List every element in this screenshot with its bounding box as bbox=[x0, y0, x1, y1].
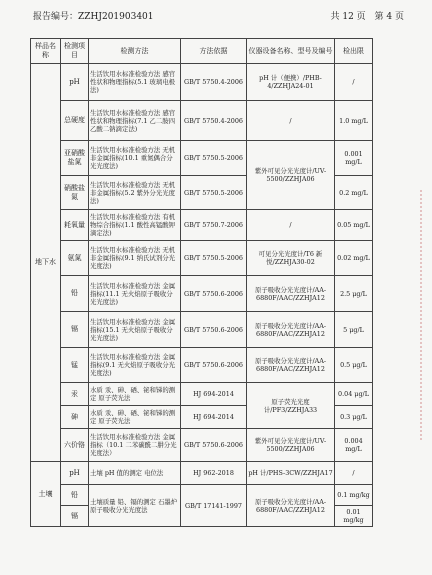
table-header-row bbox=[31, 39, 373, 64]
table-row bbox=[31, 348, 373, 383]
table-row bbox=[31, 485, 373, 506]
detection-limit: 2.5 μg/L bbox=[335, 276, 373, 312]
method-basis: GB/T 5750.5-2006 bbox=[181, 176, 247, 210]
instrument: 原子吸收分光光度计/AA-6880F/AAC/ZZHJA12 bbox=[247, 312, 335, 348]
test-method: 生活饮用水标准检验方法 金属指标(9.1 无火焰原子吸收分光光度法) bbox=[89, 348, 181, 383]
col-method: 检测方法 bbox=[89, 39, 181, 64]
test-item: 铅 bbox=[61, 485, 89, 506]
test-item: pH bbox=[61, 462, 89, 485]
test-method: 生活饮用水标准检验方法 金属指标（10.1 二苯碳酰二肼分光光度法） bbox=[89, 429, 181, 462]
col-detection-limit: 检出限 bbox=[335, 39, 373, 64]
method-basis: HJ 694-2014 bbox=[181, 383, 247, 406]
test-method: 土壤质量 铅、镉的测定 石墨炉原子吸收分光光度法 bbox=[89, 485, 181, 527]
col-instrument: 仪器设备名称、型号及编号 bbox=[247, 39, 335, 64]
table-row bbox=[31, 64, 373, 101]
test-method: 生活饮用水标准检验方法 无机非金属指标(9.1 纳氏试剂分光光度法) bbox=[89, 241, 181, 276]
table-row bbox=[31, 462, 373, 485]
col-sample-name: 样品名称 bbox=[31, 39, 61, 64]
method-basis: GB/T 5750.6-2006 bbox=[181, 312, 247, 348]
detection-limit: 0.1 mg/kg bbox=[335, 485, 373, 506]
test-methods-table bbox=[30, 38, 373, 527]
instrument: / bbox=[247, 210, 335, 241]
method-basis: GB/T 5750.6-2006 bbox=[181, 348, 247, 383]
test-method: 生活饮用水标准检验方法 感官性状和物理指标(7.1 乙二胺四乙酸二钠滴定法) bbox=[89, 101, 181, 141]
method-basis: GB/T 5750.4-2006 bbox=[181, 101, 247, 141]
test-item: 镉 bbox=[61, 506, 89, 527]
page-seal-stamp bbox=[420, 190, 432, 440]
table-row bbox=[31, 210, 373, 241]
instrument: 原子荧光光度计/PF3/ZZHJA33 bbox=[247, 383, 335, 429]
test-item: 总硬度 bbox=[61, 101, 89, 141]
detection-limit: 0.3 μg/L bbox=[335, 406, 373, 429]
detection-limit: 0.04 μg/L bbox=[335, 383, 373, 406]
method-basis: GB/T 5750.7-2006 bbox=[181, 210, 247, 241]
col-test-item: 检测项目 bbox=[61, 39, 89, 64]
method-basis: HJ 962-2018 bbox=[181, 462, 247, 485]
test-item: 铅 bbox=[61, 276, 89, 312]
test-item: 砷 bbox=[61, 406, 89, 429]
test-method: 生活饮用水标准检验方法 金属指标(15.1 无火焰原子吸收分光光度法) bbox=[89, 312, 181, 348]
table-row bbox=[31, 101, 373, 141]
instrument: 紫外可见分光光度计/UV-5500/ZZHJA06 bbox=[247, 429, 335, 462]
test-item: 氨氮 bbox=[61, 241, 89, 276]
detection-limit: 0.2 mg/L bbox=[335, 176, 373, 210]
detection-limit: 0.01 mg/kg bbox=[335, 506, 373, 527]
test-method: 水质 汞、砷、硒、铋和锑的测定 原子荧光法 bbox=[89, 406, 181, 429]
report-number-label: 报告编号： bbox=[33, 12, 79, 22]
current-page: 第 4 页 bbox=[374, 12, 404, 22]
detection-limit: 1.0 mg/L bbox=[335, 101, 373, 141]
table-row bbox=[31, 429, 373, 462]
test-method: 水质 汞、砷、硒、铋和锑的测定 原子荧光法 bbox=[89, 383, 181, 406]
detection-limit: 5 μg/L bbox=[335, 312, 373, 348]
test-item: pH bbox=[61, 64, 89, 101]
test-item: 亚硝酸盐氮 bbox=[61, 141, 89, 176]
method-basis: GB/T 5750.6-2006 bbox=[181, 429, 247, 462]
test-item: 汞 bbox=[61, 383, 89, 406]
test-method: 生活饮用水标准检验方法 无机非金属指标(5.2 紫外分光光度法) bbox=[89, 176, 181, 210]
instrument: pH 计（便携）/PHB-4/ZZHJA24-01 bbox=[247, 64, 335, 101]
detection-limit: 0.05 mg/L bbox=[335, 210, 373, 241]
instrument: 原子吸收分光光度计/AA-6880F/AAC/ZZHJA12 bbox=[247, 348, 335, 383]
test-item: 六价铬 bbox=[61, 429, 89, 462]
instrument: 紫外可见分光光度计/UV-5500/ZZHJA06 bbox=[247, 141, 335, 210]
detection-limit: / bbox=[335, 462, 373, 485]
detection-limit: 0.001 mg/L bbox=[335, 141, 373, 176]
test-item: 耗氧量 bbox=[61, 210, 89, 241]
method-basis: GB/T 5750.5-2006 bbox=[181, 141, 247, 176]
instrument: 可见分光光度计/T6 新悦/ZZHJA30-02 bbox=[247, 241, 335, 276]
col-basis: 方法依据 bbox=[181, 39, 247, 64]
test-item: 镉 bbox=[61, 312, 89, 348]
detection-limit: 0.5 μg/L bbox=[335, 348, 373, 383]
sample-name-groundwater: 地下水 bbox=[31, 64, 61, 462]
total-pages: 共 12 页 bbox=[330, 12, 366, 22]
method-basis: GB/T 5750.6-2006 bbox=[181, 276, 247, 312]
detection-limit: 0.02 mg/L bbox=[335, 241, 373, 276]
report-number bbox=[33, 9, 154, 22]
sample-name-soil: 土壤 bbox=[31, 462, 61, 527]
method-basis: GB/T 17141-1997 bbox=[181, 485, 247, 527]
table-row bbox=[31, 141, 373, 176]
test-method: 土壤 pH 值的测定 电位法 bbox=[89, 462, 181, 485]
test-method: 生活饮用水标准检验方法 无机非金属指标(10.1 重氮偶合分光光度法) bbox=[89, 141, 181, 176]
detection-limit: / bbox=[335, 64, 373, 101]
instrument: / bbox=[247, 101, 335, 141]
table-row bbox=[31, 241, 373, 276]
test-item: 硝酸盐氮 bbox=[61, 176, 89, 210]
test-item: 锰 bbox=[61, 348, 89, 383]
table-row bbox=[31, 276, 373, 312]
table-row bbox=[31, 312, 373, 348]
test-method: 生活饮用水标准检验方法 有机物综合指标(1.1 酸性高锰酸钾滴定法) bbox=[89, 210, 181, 241]
page-header bbox=[33, 9, 404, 23]
test-method: 生活饮用水标准检验方法 金属指标(11.1 无火焰原子吸收分光光度法) bbox=[89, 276, 181, 312]
instrument: 原子吸收分光光度计/AA-6880F/AAC/ZZHJA12 bbox=[247, 276, 335, 312]
method-basis: GB/T 5750.5-2006 bbox=[181, 241, 247, 276]
instrument: pH 计/PHS-3CW/ZZHJA17 bbox=[247, 462, 335, 485]
instrument: 原子吸收分光光度计/AA-6880F/AAC/ZZHJA12 bbox=[247, 485, 335, 527]
test-method: 生活饮用水标准检验方法 感官性状和物理指标(5.1 玻璃电极法) bbox=[89, 64, 181, 101]
page-indicator bbox=[324, 9, 404, 22]
detection-limit: 0.004 mg/L bbox=[335, 429, 373, 462]
report-number-value: ZZHJ201903401 bbox=[78, 12, 154, 22]
method-basis: GB/T 5750.4-2006 bbox=[181, 64, 247, 101]
table-row bbox=[31, 383, 373, 406]
method-basis: HJ 694-2014 bbox=[181, 406, 247, 429]
